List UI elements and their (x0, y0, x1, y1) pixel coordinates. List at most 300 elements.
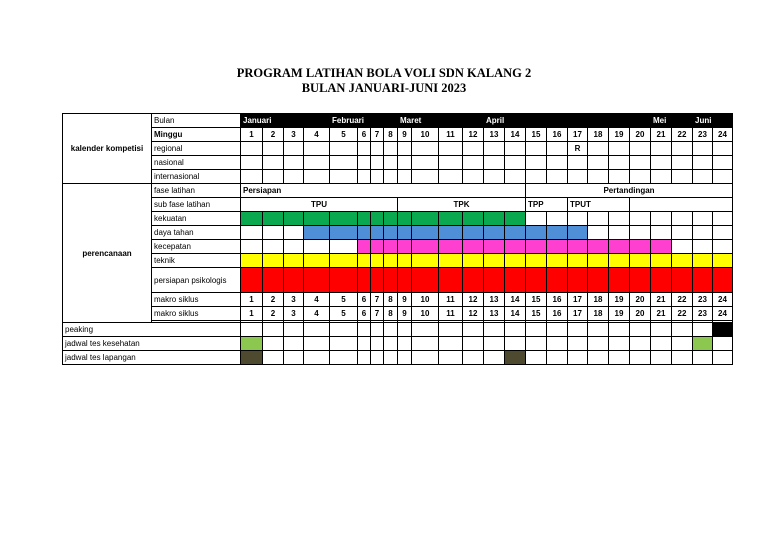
peaking-cell (672, 323, 693, 337)
regional-cell (609, 142, 630, 156)
kecepatan-bar-cell (412, 240, 439, 254)
month-juni: Juni (693, 114, 733, 128)
daya-tahan-cell (241, 226, 263, 240)
regional-cell (284, 142, 304, 156)
fase-pertandingan: Pertandingan (526, 184, 733, 198)
row-peaking (63, 323, 733, 337)
week-22: 22 (672, 128, 693, 142)
tes-lapangan-cell (713, 351, 733, 365)
psikologis-bar-cell (412, 268, 439, 293)
internasional-cell (384, 170, 398, 184)
nasional-cell (484, 156, 505, 170)
tes-lapangan-cell (484, 351, 505, 365)
kekuatan-bar-cell (505, 212, 526, 226)
week-4: 4 (304, 293, 330, 307)
kekuatan-cell (693, 212, 713, 226)
week-24: 24 (713, 307, 733, 321)
daya-tahan-cell (263, 226, 284, 240)
tes-lapangan-cell (330, 351, 358, 365)
tes-lapangan-cell (609, 351, 630, 365)
week-11: 11 (439, 128, 463, 142)
internasional-cell (609, 170, 630, 184)
kekuatan-bar-cell (284, 212, 304, 226)
kecepatan-bar-cell (463, 240, 484, 254)
week-10: 10 (412, 307, 439, 321)
kecepatan-cell (284, 240, 304, 254)
sub-tpu: TPU (241, 198, 398, 212)
week-22: 22 (672, 307, 693, 321)
month-mei: Mei (651, 114, 693, 128)
psikologis-bar-cell (693, 268, 713, 293)
fase-label: fase latihan (152, 184, 241, 198)
tes-lapangan-cell (630, 351, 651, 365)
tes-kesehatan-label: jadwal tes kesehatan (63, 337, 241, 351)
teknik-bar-cell (526, 254, 547, 268)
kekuatan-bar-cell (330, 212, 358, 226)
week-8: 8 (384, 128, 398, 142)
psikologis-bar-cell (384, 268, 398, 293)
peaking-cell (630, 323, 651, 337)
tes-lapangan-cell (651, 351, 672, 365)
internasional-cell (358, 170, 371, 184)
teknik-bar-cell (241, 254, 263, 268)
regional-cell (263, 142, 284, 156)
nasional-cell (713, 156, 733, 170)
week-7: 7 (371, 128, 384, 142)
week-8: 8 (384, 307, 398, 321)
sub-empty (630, 198, 733, 212)
internasional-cell (672, 170, 693, 184)
daya-tahan-bar-cell (484, 226, 505, 240)
makro-siklus-2-label: makro siklus (152, 307, 241, 321)
kecepatan-bar-cell (398, 240, 412, 254)
row-regional (63, 142, 733, 156)
month-april: April (484, 114, 568, 128)
tes-kesehatan-cell (588, 337, 609, 351)
teknik-label: teknik (152, 254, 241, 268)
week-2: 2 (263, 128, 284, 142)
kekuatan-cell (547, 212, 568, 226)
tes-kesehatan-cell (304, 337, 330, 351)
tes-lapangan-cell (463, 351, 484, 365)
tes-kesehatan-cell (371, 337, 384, 351)
tes-kesehatan-cell (651, 337, 672, 351)
kecepatan-bar-cell (526, 240, 547, 254)
tes-kesehatan-cell (330, 337, 358, 351)
internasional-cell (505, 170, 526, 184)
week-16: 16 (547, 307, 568, 321)
peaking-cell (384, 323, 398, 337)
tes-kesehatan-cell (484, 337, 505, 351)
sub-tput: TPUT (568, 198, 630, 212)
kekuatan-bar-cell (241, 212, 263, 226)
peaking-cell (358, 323, 371, 337)
peaking-cell (284, 323, 304, 337)
daya-tahan-bar-cell (505, 226, 526, 240)
kekuatan-bar-cell (463, 212, 484, 226)
regional-cell (463, 142, 484, 156)
tes-kesehatan-cell (630, 337, 651, 351)
tes-kesehatan-cell (412, 337, 439, 351)
peaking-cell (371, 323, 384, 337)
nasional-cell (630, 156, 651, 170)
regional-cell (398, 142, 412, 156)
week-19: 19 (609, 128, 630, 142)
week-15: 15 (526, 307, 547, 321)
tes-lapangan-cell (568, 351, 588, 365)
daya-tahan-bar-cell (568, 226, 588, 240)
peaking-cell (484, 323, 505, 337)
week-14: 14 (505, 128, 526, 142)
peaking-cell (412, 323, 439, 337)
daya-tahan-bar-cell (384, 226, 398, 240)
nasional-cell (651, 156, 672, 170)
regional-cell (412, 142, 439, 156)
teknik-bar-cell (398, 254, 412, 268)
tes-lapangan-cell (384, 351, 398, 365)
kecepatan-bar-cell (358, 240, 371, 254)
week-10: 10 (412, 128, 439, 142)
week-2: 2 (263, 307, 284, 321)
fase-persiapan: Persiapan (241, 184, 526, 198)
psikologis-bar-cell (241, 268, 263, 293)
daya-tahan-cell (672, 226, 693, 240)
psikologis-bar-cell (630, 268, 651, 293)
nasional-cell (371, 156, 384, 170)
regional-cell (484, 142, 505, 156)
tes-lapangan-mark (241, 351, 263, 365)
week-7: 7 (371, 307, 384, 321)
daya-tahan-cell (693, 226, 713, 240)
week-19: 19 (609, 293, 630, 307)
kecepatan-bar-cell (568, 240, 588, 254)
row-teknik (63, 254, 733, 268)
kekuatan-bar-cell (304, 212, 330, 226)
kecepatan-cell (330, 240, 358, 254)
kecepatan-bar-cell (609, 240, 630, 254)
peaking-cell (547, 323, 568, 337)
week-21: 21 (651, 307, 672, 321)
row-tes-kesehatan (63, 337, 733, 351)
kekuatan-cell (568, 212, 588, 226)
regional-cell (526, 142, 547, 156)
nasional-cell (241, 156, 263, 170)
sub-tpk: TPK (398, 198, 526, 212)
internasional-cell (526, 170, 547, 184)
psikologis-bar-cell (505, 268, 526, 293)
daya-tahan-bar-cell (358, 226, 371, 240)
internasional-cell (713, 170, 733, 184)
kekuatan-bar-cell (398, 212, 412, 226)
week-23: 23 (693, 293, 713, 307)
week-4: 4 (304, 307, 330, 321)
kekuatan-cell (630, 212, 651, 226)
psikologis-bar-cell (672, 268, 693, 293)
psikologis-bar-cell (526, 268, 547, 293)
week-3: 3 (284, 128, 304, 142)
teknik-bar-cell (358, 254, 371, 268)
week-14: 14 (505, 293, 526, 307)
week-18: 18 (588, 293, 609, 307)
bulan-label: Bulan (152, 114, 241, 128)
internasional-cell (547, 170, 568, 184)
kekuatan-bar-cell (263, 212, 284, 226)
teknik-bar-cell (412, 254, 439, 268)
psikologis-bar-cell (371, 268, 384, 293)
internasional-cell (284, 170, 304, 184)
tes-kesehatan-cell (284, 337, 304, 351)
week-21: 21 (651, 128, 672, 142)
kekuatan-cell (588, 212, 609, 226)
teknik-bar-cell (547, 254, 568, 268)
row-bulan (63, 114, 733, 128)
kekuatan-cell (609, 212, 630, 226)
nasional-cell (330, 156, 358, 170)
tes-lapangan-cell (693, 351, 713, 365)
week-17: 17 (568, 293, 588, 307)
kekuatan-bar-cell (439, 212, 463, 226)
nasional-cell (526, 156, 547, 170)
week-1: 1 (241, 307, 263, 321)
peaking-cell (263, 323, 284, 337)
tes-lapangan-cell (358, 351, 371, 365)
regional-cell (371, 142, 384, 156)
regional-cell (505, 142, 526, 156)
daya-tahan-bar-cell (330, 226, 358, 240)
psikologis-label: persiapan psikologis (152, 268, 241, 293)
row-minggu (63, 128, 733, 142)
tes-lapangan-cell (588, 351, 609, 365)
row-makro-1 (63, 293, 733, 307)
peaking-cell (588, 323, 609, 337)
week-19: 19 (609, 307, 630, 321)
row-psikologis (63, 268, 733, 293)
kecepatan-bar-cell (484, 240, 505, 254)
week-17: 17 (568, 307, 588, 321)
training-program-table (62, 113, 733, 365)
teknik-bar-cell (693, 254, 713, 268)
week-16: 16 (547, 293, 568, 307)
tes-kesehatan-cell (672, 337, 693, 351)
daya-tahan-bar-cell (371, 226, 384, 240)
kecepatan-bar-cell (371, 240, 384, 254)
regional-cell (693, 142, 713, 156)
week-6: 6 (358, 128, 371, 142)
psikologis-bar-cell (398, 268, 412, 293)
daya-tahan-cell (588, 226, 609, 240)
kekuatan-cell (713, 212, 733, 226)
kecepatan-bar-cell (384, 240, 398, 254)
internasional-cell (588, 170, 609, 184)
tes-kesehatan-mark (241, 337, 263, 351)
internasional-cell (263, 170, 284, 184)
kekuatan-bar-cell (412, 212, 439, 226)
tes-lapangan-mark (505, 351, 526, 365)
peaking-cell (241, 323, 263, 337)
peaking-cell (568, 323, 588, 337)
tes-kesehatan-cell (547, 337, 568, 351)
internasional-cell (484, 170, 505, 184)
kekuatan-label: kekuatan (152, 212, 241, 226)
teknik-bar-cell (568, 254, 588, 268)
daya-tahan-cell (609, 226, 630, 240)
week-11: 11 (439, 293, 463, 307)
nasional-cell (568, 156, 588, 170)
teknik-bar-cell (439, 254, 463, 268)
kecepatan-cell (304, 240, 330, 254)
daya-tahan-bar-cell (439, 226, 463, 240)
perencanaan-group: perencanaan (63, 184, 152, 323)
kecepatan-cell (713, 240, 733, 254)
daya-tahan-cell (284, 226, 304, 240)
nasional-cell (547, 156, 568, 170)
teknik-bar-cell (609, 254, 630, 268)
kecepatan-bar-cell (505, 240, 526, 254)
row-kekuatan (63, 212, 733, 226)
nasional-cell (505, 156, 526, 170)
row-kecepatan (63, 240, 733, 254)
tes-lapangan-cell (371, 351, 384, 365)
kekuatan-bar-cell (371, 212, 384, 226)
nasional-cell (384, 156, 398, 170)
psikologis-bar-cell (588, 268, 609, 293)
psikologis-bar-cell (484, 268, 505, 293)
internasional-cell (412, 170, 439, 184)
regional-cell (588, 142, 609, 156)
teknik-bar-cell (630, 254, 651, 268)
regional-cell (241, 142, 263, 156)
tes-lapangan-cell (547, 351, 568, 365)
week-10: 10 (412, 293, 439, 307)
daya-tahan-bar-cell (526, 226, 547, 240)
row-makro-2 (63, 307, 733, 321)
teknik-bar-cell (371, 254, 384, 268)
internasional-cell (398, 170, 412, 184)
peaking-cell (505, 323, 526, 337)
tes-kesehatan-cell (609, 337, 630, 351)
kekuatan-bar-cell (484, 212, 505, 226)
nasional-cell (609, 156, 630, 170)
week-17: 17 (568, 128, 588, 142)
row-tes-lapangan (63, 351, 733, 365)
week-21: 21 (651, 293, 672, 307)
daya-tahan-bar-cell (463, 226, 484, 240)
tes-kesehatan-cell (358, 337, 371, 351)
teknik-bar-cell (330, 254, 358, 268)
internasional-cell (330, 170, 358, 184)
week-1: 1 (241, 293, 263, 307)
kecepatan-bar-cell (439, 240, 463, 254)
nasional-cell (588, 156, 609, 170)
peaking-cell (609, 323, 630, 337)
regional-cell (672, 142, 693, 156)
week-9: 9 (398, 128, 412, 142)
week-4: 4 (304, 128, 330, 142)
psikologis-bar-cell (330, 268, 358, 293)
tes-lapangan-cell (412, 351, 439, 365)
week-24: 24 (713, 293, 733, 307)
nasional-cell (304, 156, 330, 170)
kecepatan-cell (693, 240, 713, 254)
tes-lapangan-cell (263, 351, 284, 365)
regional-cell (330, 142, 358, 156)
week-9: 9 (398, 307, 412, 321)
peaking-cell (330, 323, 358, 337)
nasional-cell (358, 156, 371, 170)
makro-siklus-1-label: makro siklus (152, 293, 241, 307)
tes-kesehatan-cell (463, 337, 484, 351)
teknik-bar-cell (384, 254, 398, 268)
teknik-bar-cell (284, 254, 304, 268)
kecepatan-bar-cell (588, 240, 609, 254)
tes-kesehatan-mark (693, 337, 713, 351)
subfase-label: sub fase latihan (152, 198, 241, 212)
tes-kesehatan-cell (398, 337, 412, 351)
daya-tahan-cell (651, 226, 672, 240)
psikologis-bar-cell (358, 268, 371, 293)
week-24: 24 (713, 128, 733, 142)
internasional-cell (304, 170, 330, 184)
kecepatan-bar-cell (630, 240, 651, 254)
week-15: 15 (526, 293, 547, 307)
kecepatan-label: kecepatan (152, 240, 241, 254)
regional-label: regional (152, 142, 241, 156)
daya-tahan-label: daya tahan (152, 226, 241, 240)
tes-kesehatan-cell (439, 337, 463, 351)
peaking-mark (713, 323, 733, 337)
psikologis-bar-cell (463, 268, 484, 293)
kecepatan-cell (672, 240, 693, 254)
week-14: 14 (505, 307, 526, 321)
peaking-cell (693, 323, 713, 337)
daya-tahan-cell (713, 226, 733, 240)
teknik-bar-cell (505, 254, 526, 268)
tes-lapangan-cell (284, 351, 304, 365)
tes-lapangan-cell (672, 351, 693, 365)
week-23: 23 (693, 307, 713, 321)
week-20: 20 (630, 128, 651, 142)
week-3: 3 (284, 293, 304, 307)
tes-lapangan-cell (398, 351, 412, 365)
week-13: 13 (484, 293, 505, 307)
kecepatan-bar-cell (651, 240, 672, 254)
week-6: 6 (358, 307, 371, 321)
regional-cell (713, 142, 733, 156)
psikologis-bar-cell (439, 268, 463, 293)
tes-kesehatan-cell (263, 337, 284, 351)
tes-lapangan-cell (439, 351, 463, 365)
internasional-cell (241, 170, 263, 184)
week-6: 6 (358, 293, 371, 307)
kecepatan-cell (263, 240, 284, 254)
row-internasional (63, 170, 733, 184)
internasional-cell (630, 170, 651, 184)
week-5: 5 (330, 128, 358, 142)
week-12: 12 (463, 128, 484, 142)
teknik-bar-cell (672, 254, 693, 268)
psikologis-bar-cell (263, 268, 284, 293)
daya-tahan-bar-cell (547, 226, 568, 240)
peaking-cell (439, 323, 463, 337)
daya-tahan-cell (630, 226, 651, 240)
tes-kesehatan-cell (505, 337, 526, 351)
week-12: 12 (463, 307, 484, 321)
week-7: 7 (371, 293, 384, 307)
nasional-cell (439, 156, 463, 170)
kecepatan-cell (241, 240, 263, 254)
kekuatan-bar-cell (358, 212, 371, 226)
peaking-cell (304, 323, 330, 337)
